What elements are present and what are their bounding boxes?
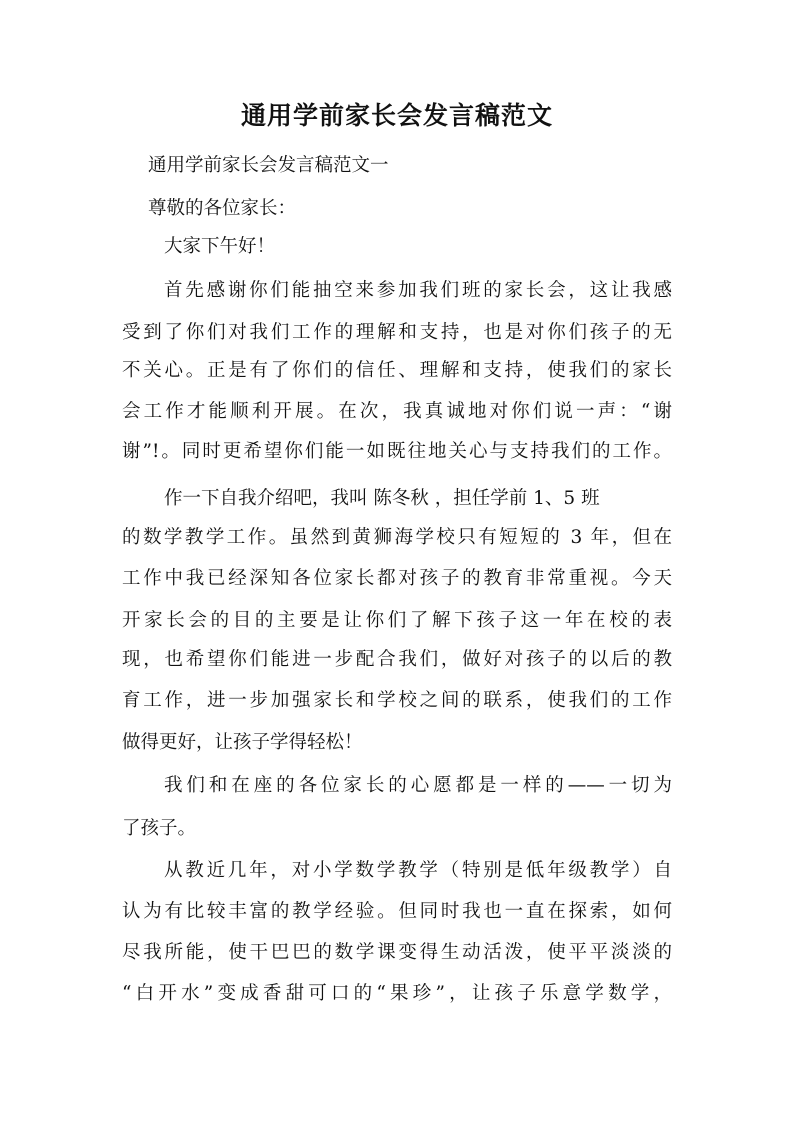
paragraph-line: 会工作才能顺利开展。在次，我真诚地对你们说一声：“谢: [122, 401, 672, 422]
paragraph-line: 我们和在座的各位家长的心愿都是一样的——一切为: [164, 775, 672, 796]
document-title: 通用学前家长会发言稿范文: [240, 101, 553, 130]
paragraph-line: 现，也希望你们能进一步配合我们，做好对孩子的以后的教: [122, 649, 672, 670]
paragraph-line: “白开水”变成香甜可口的“果珍”，让孩子乐意学数学，: [122, 983, 672, 1004]
greeting: 大家下午好！: [164, 236, 276, 257]
paragraph-line: 受到了你们对我们工作的理解和支持，也是对你们孩子的无: [122, 322, 672, 343]
paragraph-line: 不关心。正是有了你们的信任、理解和支持，使我们的家长: [122, 360, 672, 381]
paragraph-line: 谢”!。同时更希望你们能一如既往地关心与支持我们的工作。: [122, 441, 672, 462]
paragraph-line: 作一下自我介绍吧，我叫 陈冬秋 ，担任学前 1、5 班: [164, 488, 600, 509]
paragraph-line: 了孩子。: [122, 818, 197, 839]
paragraph-line: 开家长会的目的主要是让你们了解下孩子这一年在校的表: [122, 610, 672, 631]
paragraph-line: 尽我所能，使干巴巴的数学课变得生动活泼，使平平淡淡的: [122, 942, 672, 963]
paragraph-line: 做得更好，让孩子学得轻松！: [122, 732, 363, 753]
paragraph-line: 的数学教学工作。虽然到黄狮海学校只有短短的 3 年，但在: [122, 527, 672, 548]
paragraph-line: 育工作，进一步加强家长和学校之间的联系，使我们的工作: [122, 690, 672, 711]
paragraph-line: 首先感谢你们能抽空来参加我们班的家长会，这让我感: [164, 280, 672, 301]
section-heading: 通用学前家长会发言稿范文一: [148, 155, 389, 176]
salutation: 尊敬的各位家长：: [148, 198, 297, 219]
paragraph-line: 工作中我已经深知各位家长都对孩子的教育非常重视。今天: [122, 568, 672, 589]
paragraph-line: 认为有比较丰富的教学经验。但同时我也一直在探索，如何: [122, 901, 672, 922]
paragraph-line: 从教近几年，对小学数学教学（特别是低年级教学）自: [164, 860, 672, 881]
